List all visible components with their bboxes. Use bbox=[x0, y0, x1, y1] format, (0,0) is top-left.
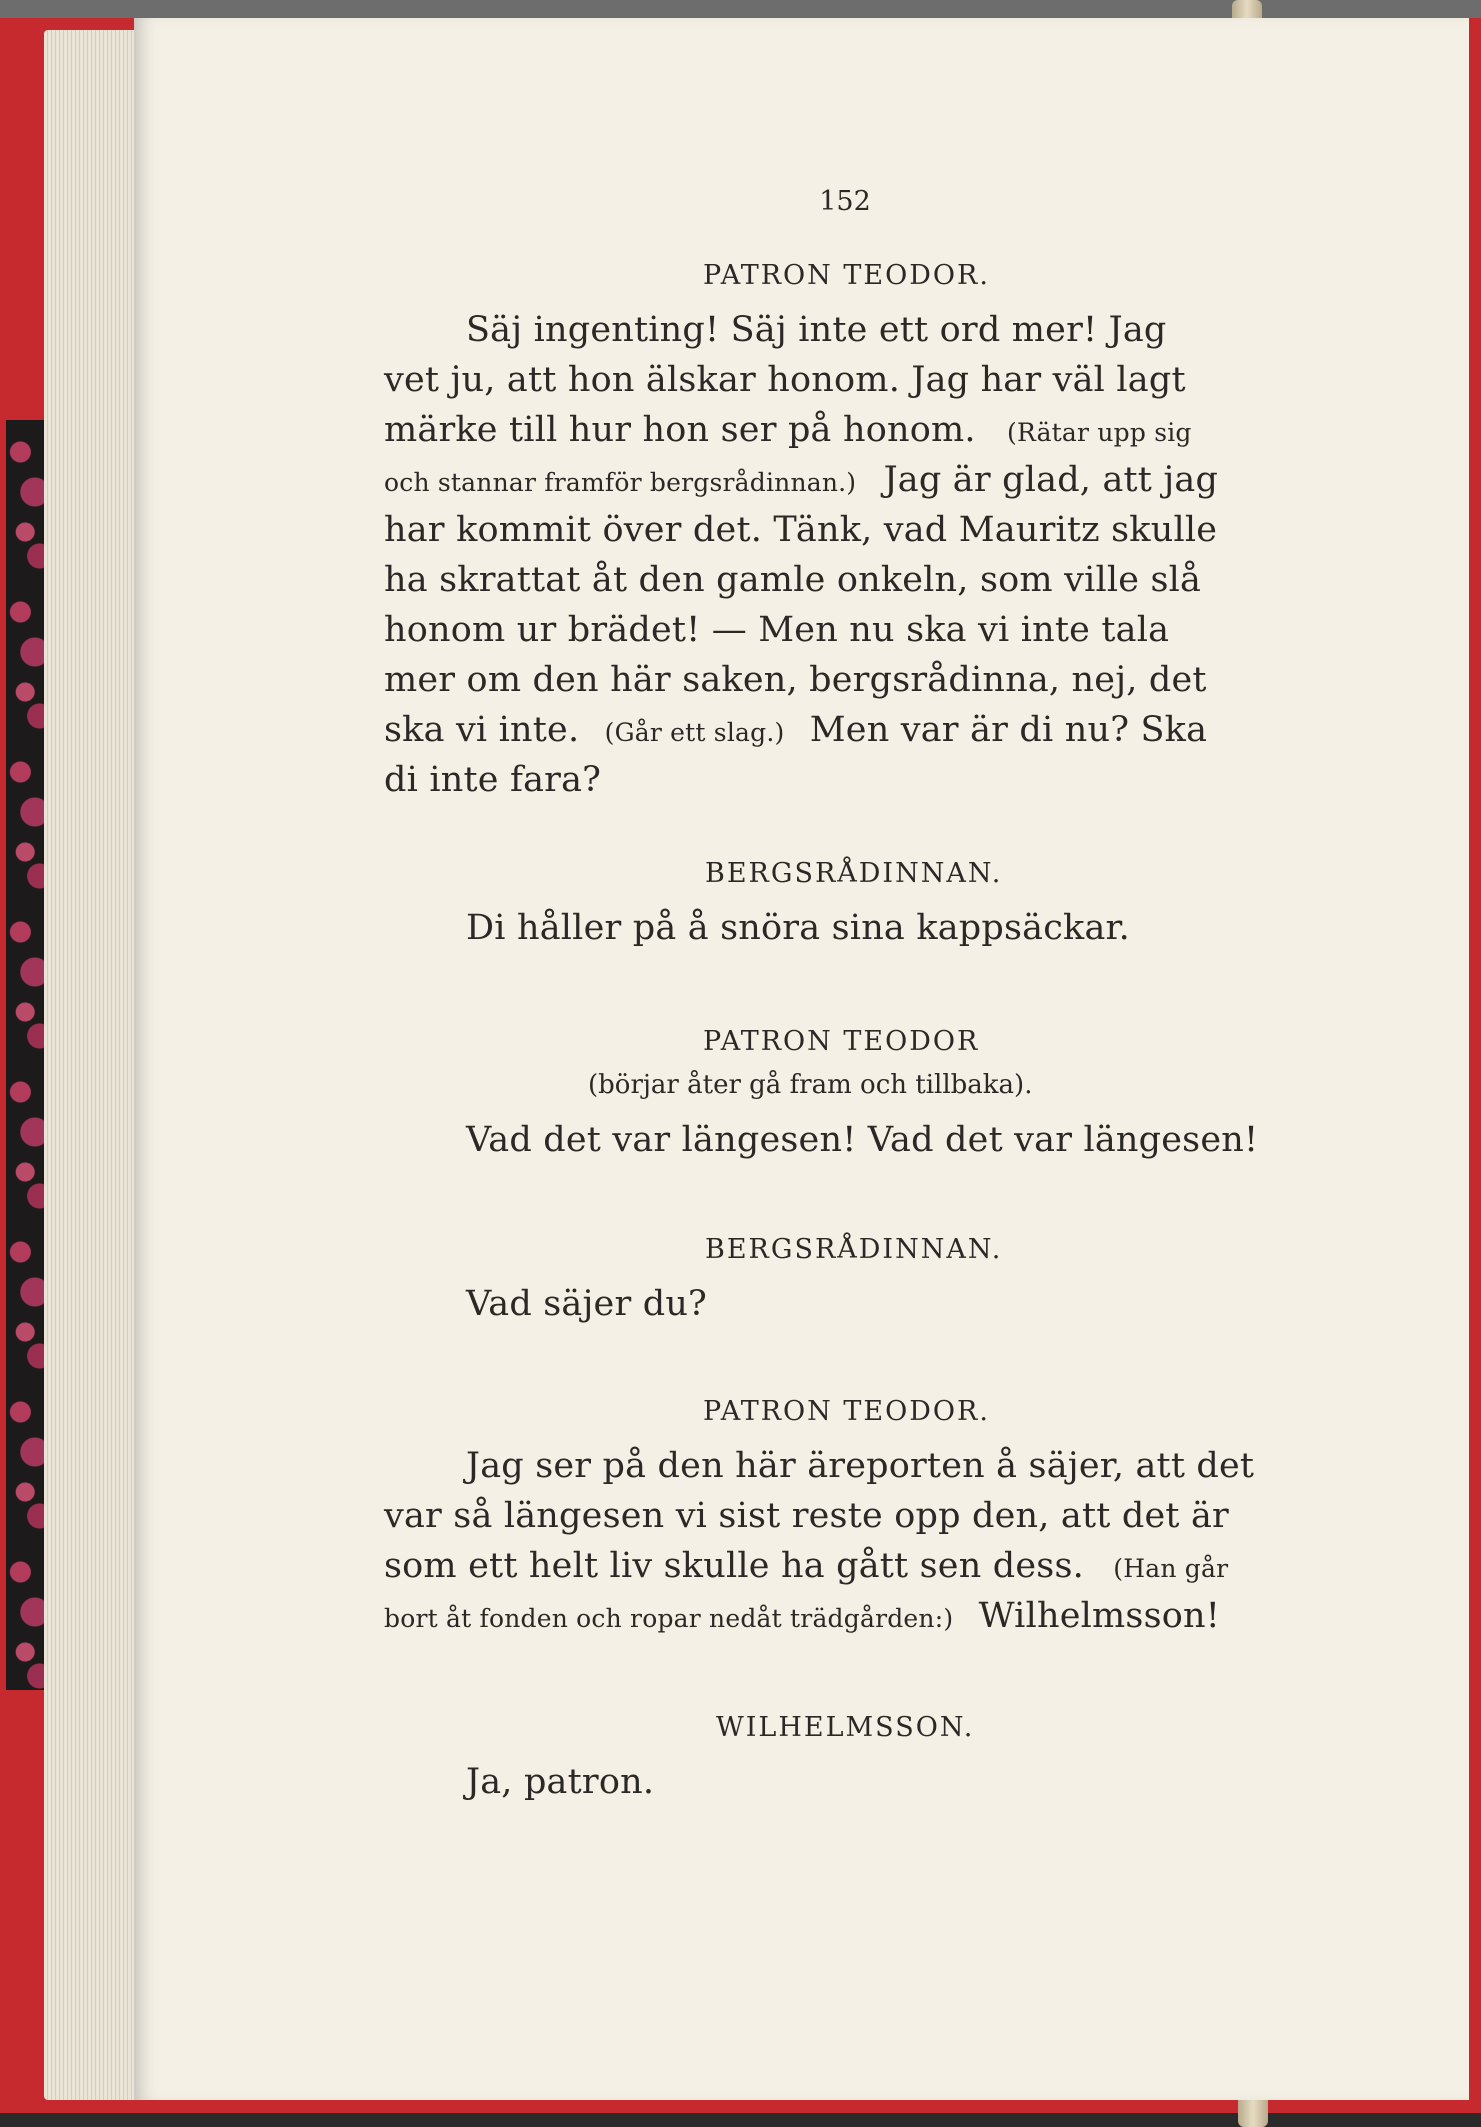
dialogue-line: Ja, patron. bbox=[466, 1762, 655, 1802]
dialogue-line: vet ju, att hon älskar honom. Jag har väl lagt bbox=[384, 360, 1186, 400]
speaker-name: PATRON TEODOR. bbox=[703, 1396, 990, 1427]
stage-direction: (Rätar upp sig bbox=[1007, 418, 1192, 447]
dialogue-line: ska vi inte. (Går ett slag.) Men var är di nu? Ska bbox=[384, 710, 1208, 750]
stage-direction: bort åt fonden och ropar nedåt trädgården:) bbox=[384, 1604, 954, 1633]
stage-direction: och stannar framför bergsrådinnan.) bbox=[384, 468, 857, 497]
stage-direction: (börjar åter gå fram och tillbaka). bbox=[588, 1070, 1033, 1100]
speaker-name: WILHELMSSON. bbox=[716, 1712, 975, 1743]
dialogue-line: som ett helt liv skulle ha gått sen dess. (Han går bbox=[384, 1546, 1229, 1586]
dialogue-line: har kommit över det. Tänk, vad Mauritz skulle bbox=[384, 510, 1218, 550]
speaker-name: BERGSRÅDINNAN. bbox=[705, 858, 1003, 889]
dialogue-line: di inte fara? bbox=[384, 760, 602, 800]
dialogue-line: Vad säjer du? bbox=[466, 1284, 708, 1324]
dialogue-line: Di håller på å snöra sina kappsäckar. bbox=[466, 908, 1130, 948]
dialogue-line: honom ur brädet! — Men nu ska vi inte tala bbox=[384, 610, 1170, 650]
dialogue-line: Jag ser på den här äreporten å säjer, att det bbox=[466, 1446, 1255, 1486]
speaker-name: PATRON TEODOR bbox=[703, 1026, 980, 1057]
speaker-name: BERGSRÅDINNAN. bbox=[705, 1234, 1003, 1265]
dialogue-line: var så längesen vi sist reste opp den, att det är bbox=[384, 1496, 1229, 1536]
speaker-name: PATRON TEODOR. bbox=[703, 260, 990, 291]
dialogue-line: och stannar framför bergsrådinnan.) Jag är glad, att jag bbox=[384, 460, 1219, 500]
page-edges bbox=[44, 30, 144, 2100]
dialogue-line: ha skrattat åt den gamle onkeln, som ville slå bbox=[384, 560, 1202, 600]
stage-direction: (Går ett slag.) bbox=[604, 718, 785, 747]
stage-direction: (Han går bbox=[1113, 1554, 1229, 1583]
dialogue-line: märke till hur hon ser på honom. (Rätar upp sig bbox=[384, 410, 1192, 450]
dialogue-line: bort åt fonden och ropar nedåt trädgården:) Wilhelmsson! bbox=[384, 1596, 1221, 1636]
dialogue-line: Vad det var längesen! Vad det var längesen! bbox=[466, 1120, 1259, 1160]
page-number: 152 bbox=[819, 186, 871, 217]
dialogue-line: Säj ingenting! Säj inte ett ord mer! Jag bbox=[466, 310, 1167, 350]
dialogue-line: mer om den här saken, bergsrådinna, nej, det bbox=[384, 660, 1207, 700]
